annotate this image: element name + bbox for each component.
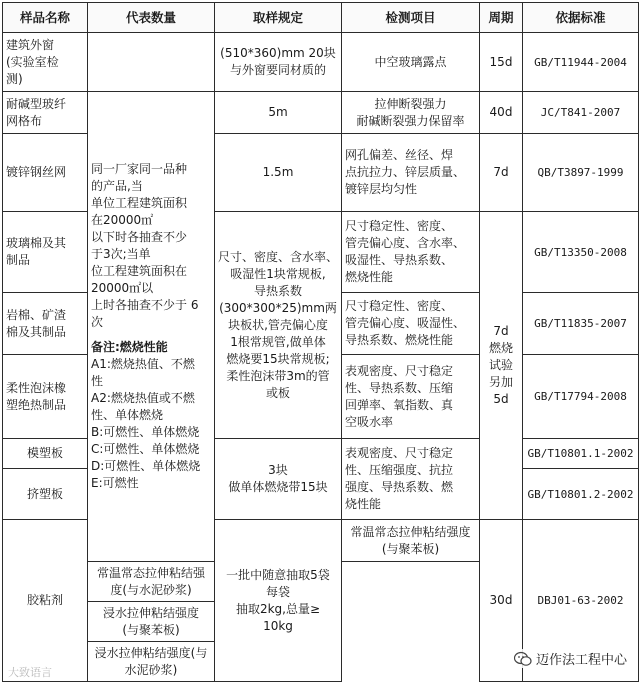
brand-name: 迈作法工程中心	[535, 653, 627, 668]
sample-name: 建筑外窗 (实验室检 测)	[3, 33, 88, 92]
sampling-rule: 5m	[215, 92, 342, 134]
test-items: 尺寸稳定性、密度、 管壳偏心度、吸湿性、 导热系数、燃烧性能	[342, 293, 480, 355]
header-quantity: 代表数量	[88, 3, 215, 33]
sample-name: 玻璃棉及其 制品	[3, 212, 88, 293]
board-sampling-rule: 3块 做单体燃烧带15块	[215, 439, 342, 520]
standard: GB/T13350-2008	[523, 212, 639, 293]
insulation-sampling-rule: 尺寸、密度、含水率、 吸湿性1块常规板, 导热系数 (300*300*25)mm两 块板状,管壳偏心度 1根常规管,做单体 燃烧要15块常规板; 柔性泡沫带3m的管 或板	[215, 212, 342, 439]
standard: GB/T11944-2004	[523, 33, 639, 92]
period: 15d	[480, 33, 523, 92]
quantity-and-notes	[88, 92, 215, 562]
header-period: 周期	[480, 3, 523, 33]
standard: GB/T17794-2008	[523, 355, 639, 439]
sampling-rule: (510*360)mm 20块 与外窗要同材质的	[215, 33, 342, 92]
fire-note-text: A1:燃烧热值、不燃 性 A2:燃烧热值或不燃 性、单体燃烧 B:可燃性、单体燃烧 C:可燃性、单体燃烧 D:可燃性、单体燃烧 E:可燃性	[91, 357, 201, 490]
header-sampling-rule: 取样规定	[215, 3, 342, 33]
table-row	[3, 92, 639, 134]
test-items: 网孔偏差、丝径、焊 点抗拉力、锌层质量、 镀锌层均匀性	[342, 134, 480, 212]
sample-name: 耐碱型玻纤 网格布	[3, 92, 88, 134]
period: 30d	[480, 520, 523, 682]
test-items: 常温常态拉伸粘结强 度(与水泥砂浆)	[88, 562, 215, 602]
watermark-text: 大致语言	[8, 666, 52, 679]
standard: GB/T10801.1-2002	[523, 439, 639, 469]
header-row	[3, 3, 639, 33]
test-items: 常温常态拉伸粘结强度 (与聚苯板)	[342, 520, 480, 562]
test-items: 尺寸稳定性、密度、 管壳偏心度、含水率、 吸湿性、导热系数、 燃烧性能	[342, 212, 480, 293]
quantity-text: 同一厂家同一品种 的产品,当 单位工程建筑面积 在20000㎡ 以下时各抽查不少 于3次;当单 位工程建筑面积在 20000㎡以 上时各抽查不少于 6 次	[91, 162, 199, 329]
standard: GB/T11835-2007	[523, 293, 639, 355]
sample-name: 胶粘剂	[3, 520, 88, 682]
testing-standards-table	[2, 2, 639, 682]
brand-badge	[511, 649, 630, 668]
period: 7d	[480, 134, 523, 212]
header-sample-name: 样品名称	[3, 3, 88, 33]
sample-name: 模塑板	[3, 439, 88, 469]
sample-name: 岩棉、矿渣 棉及其制品	[3, 293, 88, 355]
standard: DBJ01-63-2002	[523, 520, 639, 682]
test-items: 浸水拉伸粘结强度(与 水泥砂浆)	[88, 642, 215, 682]
test-items: 表观密度、尺寸稳定 性、压缩强度、抗拉 强度、导热系数、燃 烧性能	[342, 439, 480, 520]
table-row	[3, 33, 639, 92]
test-items: 中空玻璃露点	[342, 33, 480, 92]
standard: GB/T10801.2-2002	[523, 469, 639, 520]
period: 40d	[480, 92, 523, 134]
sample-name: 柔性泡沫橡 塑绝热制品	[3, 355, 88, 439]
insulation-period: 7d 燃烧 试验 另加 5d	[480, 212, 523, 520]
fire-note-title: 备注:燃烧性能	[91, 340, 168, 354]
standard: QB/T3897-1999	[523, 134, 639, 212]
test-items: 浸水拉伸粘结强度 (与聚苯板)	[88, 602, 215, 642]
header-standard: 依据标准	[523, 3, 639, 33]
sampling-rule: 一批中随意抽取5袋 每袋 抽取2kg,总量≥ 10kg	[215, 520, 342, 682]
sample-name: 挤塑板	[3, 469, 88, 520]
test-items: 拉伸断裂强力 耐碱断裂强力保留率	[342, 92, 480, 134]
header-test-items: 检测项目	[342, 3, 480, 33]
sample-name: 镀锌钢丝网	[3, 134, 88, 212]
test-items: 表观密度、尺寸稳定 性、导热系数、压缩 回弹率、氧指数、真 空吸水率	[342, 355, 480, 439]
quantity-cell-empty	[88, 33, 215, 92]
sampling-rule: 1.5m	[215, 134, 342, 212]
standard: JC/T841-2007	[523, 92, 639, 134]
chat-bubble-icon	[514, 651, 532, 667]
